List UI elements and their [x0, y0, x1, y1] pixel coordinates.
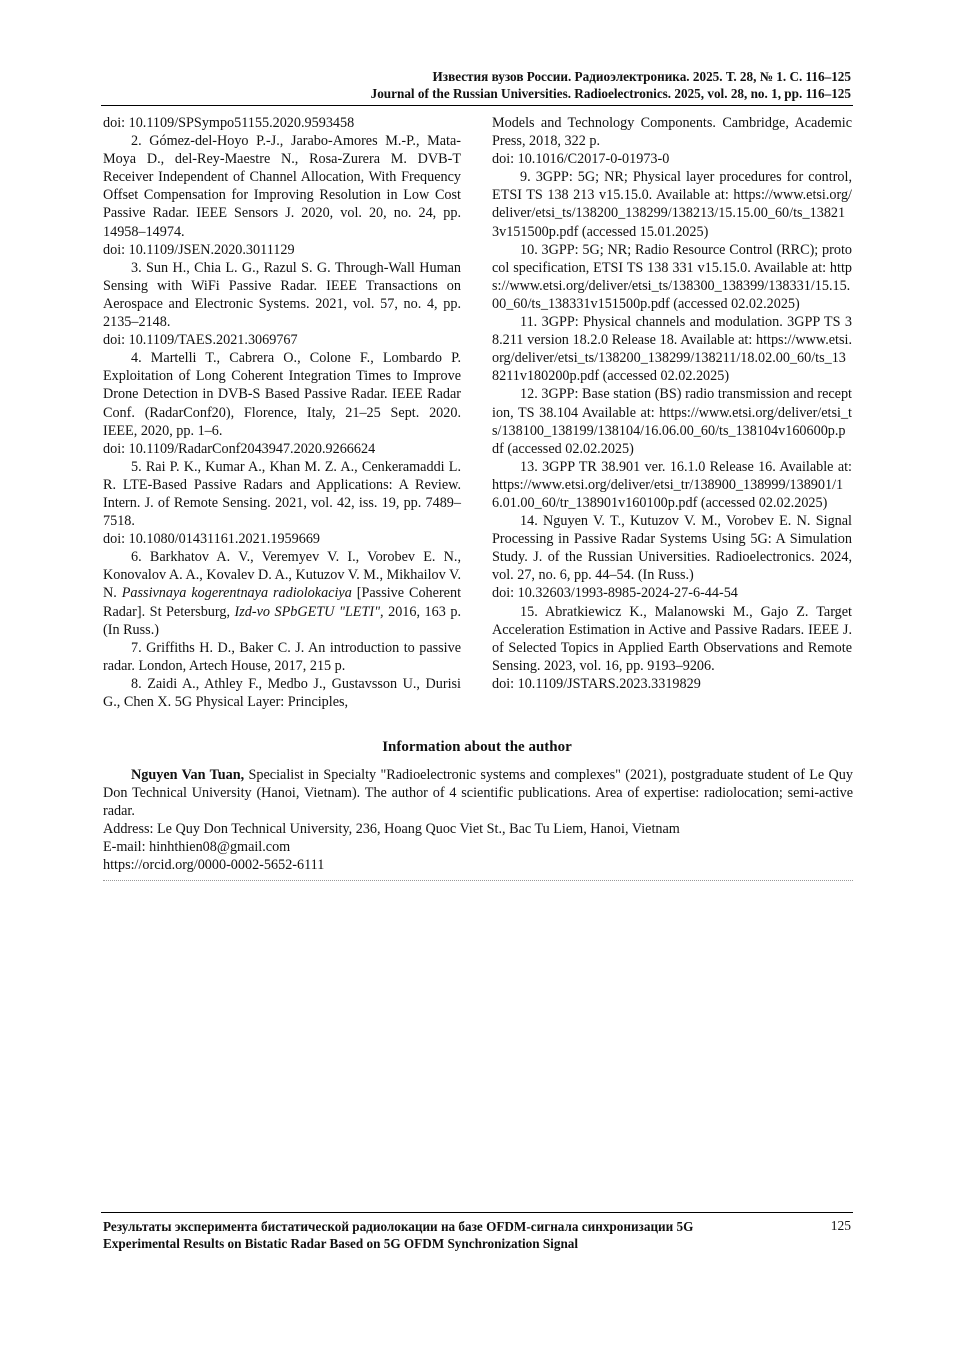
- reference-4-text: 4. Martelli T., Cabrera O., Colone F., Lombardo P. Exploitation of Long Coherent Integration Times to Improve Drone Detection in DVB-S Based Passive Radar. IEEE Radar Conf. (RadarConf20), Florence, Italy, 21–25 Sept. 2020. IEEE, 2020, pp. 1–6.: [103, 350, 461, 439]
- reference-4-doi[interactable]: doi: 10.1109/RadarConf2043947.2020.9266624: [103, 440, 376, 457]
- author-orcid[interactable]: https://orcid.org/0000-0002-5652-6111: [103, 857, 325, 874]
- reference-2-doi[interactable]: doi: 10.1109/JSEN.2020.3011129: [103, 241, 295, 258]
- reference-7: 7. Griffiths H. D., Baker C. J. An introduction to passive radar. London, Artech House, 2017, 215 p.: [103, 639, 461, 674]
- reference-6-tail: , 2016, 163 p. (In Russ.): [103, 603, 461, 638]
- reference-15: 15. Abratkiewicz K., Malanowski M., Gajo Z. Target Acceleration Estimation in Active and Passive Radars. IEEE J. of Selected Topics in Applied Earth Observations and Remote Sensing. 2023, vol. 16, pp. 9193–9206.: [492, 603, 852, 674]
- author-bio: [103, 766, 853, 820]
- author-email[interactable]: E-mail: hinhthien08@gmail.com: [103, 839, 291, 856]
- reference-5-text: 5. Rai P. K., Kumar A., Khan M. Z. A., Cenkeramaddi L. R. LTE-Based Passive Radars and Applications: A Review. Intern. J. of Remote Sensing. 2021, vol. 42, iss. 19, pp. 7489–7518.: [103, 458, 461, 530]
- references-left-column: [103, 114, 461, 711]
- reference-3: [103, 259, 461, 331]
- reference-14-doi[interactable]: doi: 10.32603/1993-8985-2024-27-6-44-54: [492, 585, 738, 602]
- reference-3-text: 3. Sun H., Chia L. G., Razul S. G. Through-Wall Human Sensing with WiFi Passive Radar. IEEE Transactions on Aerospace and Electronic Systems. 2021, vol. 57, no. 4, pp. 2135–2148.: [103, 259, 461, 331]
- reference-6-publisher: Izd-vo SPbGETU "LETI": [234, 603, 381, 620]
- author-section-title: Information about the author: [382, 739, 572, 755]
- reference-15-doi[interactable]: doi: 10.1109/JSTARS.2023.3319829: [492, 675, 701, 692]
- reference-8: 8. Zaidi A., Athley F., Medbo J., Gustavsson U., Durisi G., Chen X. 5G Physical Layer: Principles,: [103, 675, 461, 710]
- running-footer-russian: Результаты эксперимента бистатической радиолокации на базе OFDM-сигнала синхронизации 5G: [103, 1219, 694, 1234]
- reference-4: [103, 349, 461, 439]
- reference-6-title-en: [Passive Coherent Radar]. St Petersburg,: [103, 585, 462, 620]
- reference-13: 13. 3GPP TR 38.901 ver. 16.1.0 Release 16. Available at: https://www.etsi.org/deliver/etsi_tr/138900_138999/138901/16.01.00_60/tr_138901v160100p.pdf (accessed 02.02.2025): [492, 458, 852, 511]
- reference-2-text: 2. Gómez-del-Hoyo P.-J., Jarabo-Amores M.-P., Mata-Moya D., del-Rey-Maestre N., Rosa-Zurera M. DVB-T Receiver Independent of Channel Allocation, With Frequency Offset Compensation for Improving Resolution in Low Cost Passive Radar. IEEE Sensors J. 2020, vol. 20, no. 24, pp. 14958–14974.: [103, 133, 461, 240]
- references-right-column: [492, 114, 852, 693]
- running-footer-english: Experimental Results on Bistatic Radar Based on 5G OFDM Synchronization Signal: [103, 1236, 579, 1251]
- footer-rule: [101, 1212, 853, 1213]
- page-number: 125: [830, 1218, 851, 1233]
- reference-2: [103, 132, 461, 241]
- running-header: [371, 68, 851, 102]
- reference-1-continuation: doi: 10.1109/SPSympo51155.2020.9593458: [103, 115, 355, 131]
- reference-6: [103, 548, 461, 638]
- running-header-english: Journal of the Russian Universities. Radioelectronics. 2025, vol. 28, no. 1, pp. 116–125: [370, 86, 851, 101]
- reference-5: [103, 458, 461, 530]
- reference-3-doi[interactable]: doi: 10.1109/TAES.2021.3069767: [103, 332, 298, 349]
- running-header-russian: Известия вузов России. Радиоэлектроника. 2025. Т. 28, № 1. С. 116–125: [432, 69, 851, 84]
- reference-8-continuation: Models and Technology Components. Cambridge, Academic Press, 2018, 322 p.: [492, 115, 852, 150]
- running-footer: [103, 1218, 793, 1252]
- reference-11: 11. 3GPP: Physical channels and modulation. 3GPP TS 38.211 version 18.2.0 Release 18. Available at: https://www.etsi.org/deliver/etsi_ts/138200_138299/138211/18.02.00_60/ts_138211v180200p.pdf (accessed 02.02.2025): [492, 314, 852, 385]
- author-bio-text: Specialist in Specialty "Radioelectronic systems and complexes" (2021), postgraduate student of Le Quy Don Technical University (Hanoi, Vietnam). The author of 4 scientific publications. Area of expertise: radiolocation; semi-active radar.: [103, 767, 853, 820]
- reference-14: 14. Nguyen V. T., Kutuzov V. M., Vorobev E. N. Signal Processing in Passive Radar Systems Using 5G: A Simulation Study. J. of the Russian Universities. Radioelectronics. 2024, vol. 27, no. 6, pp. 44–54. (In Russ.): [492, 513, 852, 584]
- header-rule: [101, 105, 853, 106]
- reference-6-authors: 6. Barkhatov A. V., Veremyev V. I., Vorobev E. N., Konovalov A. A., Kovalev D. A., Kutuzov V. M., Mikhailov V. N.: [103, 549, 461, 602]
- reference-8-doi[interactable]: doi: 10.1016/C2017-0-01973-0: [492, 151, 670, 168]
- author-name: Nguyen Van Tuan,: [131, 767, 245, 783]
- author-address: Address: Le Quy Don Technical University, 236, Hoang Quoc Viet St., Bac Tu Liem, Hanoi, Vietnam: [103, 821, 680, 838]
- reference-5-doi[interactable]: doi: 10.1080/01431161.2021.1959669: [103, 531, 321, 548]
- author-info: [103, 766, 853, 875]
- reference-12: 12. 3GPP: Base station (BS) radio transmission and reception, TS 38.104 Available at: https://www.etsi.org/deliver/etsi_ts/138100_138199/138104/16.06.00_60/ts_138104v160600p.pdf (accessed 02.02.2025): [492, 386, 852, 457]
- reference-9: 9. 3GPP: 5G; NR; Physical layer procedures for control, ETSI TS 138 213 v15.15.0. Available at: https://www.etsi.org/deliver/etsi_ts/138200_138299/138213/15.15.00_60/ts_138213v151500p.pdf (accessed 15.01.2025): [492, 169, 852, 240]
- reference-10: 10. 3GPP: 5G; NR; Radio Resource Control (RRC); protocol specification, ETSI TS 138 331 v15.15.0. Available at: https://www.etsi.org/deliver/etsi_ts/138300_138399/138331/15.15.00_60/ts_138331v151500p.pdf (accessed 02.02.2025): [492, 241, 852, 312]
- author-section-divider: [103, 880, 853, 881]
- reference-6-title-translit: Passivnaya kogerentnaya radiolokaciya: [121, 585, 352, 602]
